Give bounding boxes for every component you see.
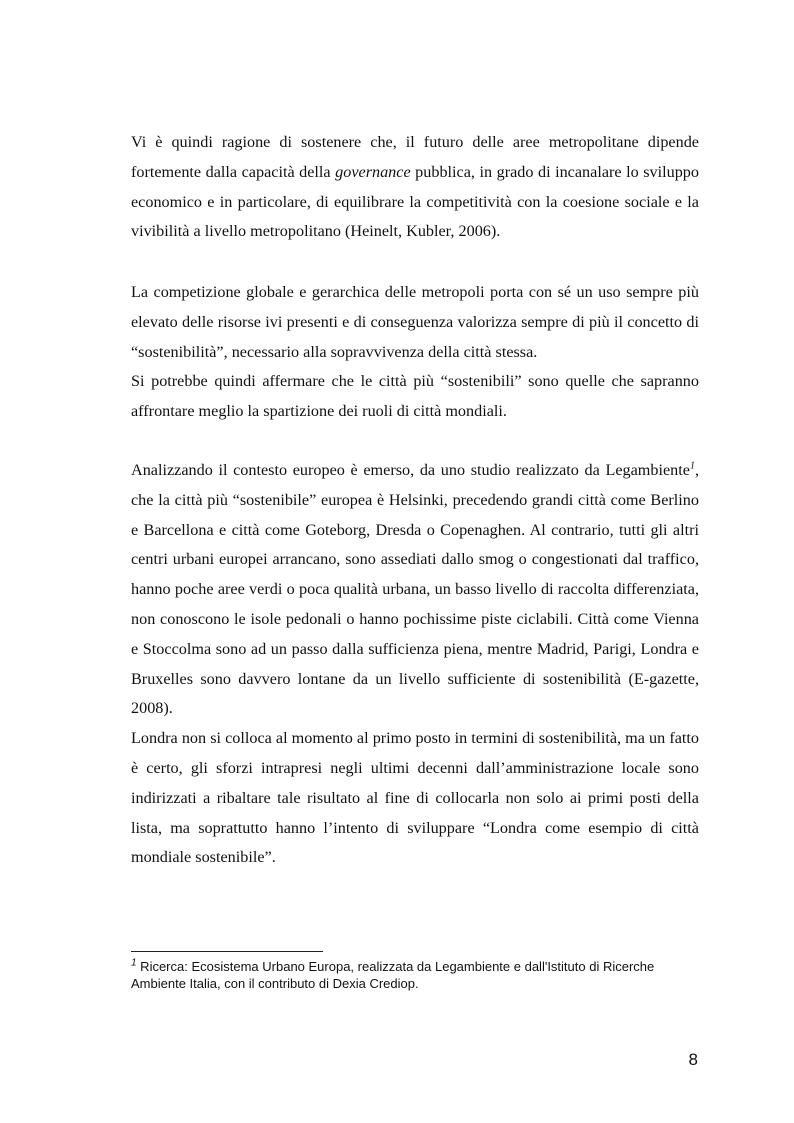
- paragraph-european-context: [131, 456, 699, 873]
- footnote-reference: 1: [689, 460, 695, 472]
- paragraph-text-start: Vi è quindi ragione di sostenere che, il futuro delle aree metropolitane dipende fortemente dalla capacità della: [131, 133, 699, 181]
- paragraph-text: [131, 128, 699, 247]
- paragraph-governance: [131, 128, 699, 247]
- paragraph-text-start: Analizzando il contesto europeo è emerso, da uno studio realizzato da Legambiente: [131, 461, 690, 479]
- paragraph-text: Si potrebbe quindi affermare che le città più “sostenibili” sono quelle che sapranno affrontare meglio la spartizione dei ruoli di città mondiali.: [131, 372, 699, 421]
- italic-term-governance: governance: [335, 162, 411, 181]
- footnote-divider: [131, 951, 323, 952]
- paragraph-text-end: pubblica, in grado di incanalare lo sviluppo economico e in particolare, di equilibrare la competitività con la coesione sociale e la vivibilità a livello metropolitano (Heinelt, Kubler, 2006).: [131, 162, 699, 241]
- footnote-text: Ricerca: Ecosistema Urbano Europa, realizzata da Legambiente e dall'Istituto di Ricerche Ambiente Italia, con il contributo di Dexia Crediop.: [131, 959, 655, 991]
- paragraph-text: La competizione globale e gerarchica delle metropoli porta con sé un uso sempre più elevato delle risorse ivi presenti e di conseguenza valorizza sempre di più il concetto di “sostenibilità”, necessario alla sopravvivenza della città stessa.: [131, 283, 699, 361]
- page-number: 8: [688, 1050, 698, 1069]
- paragraph-text: Londra non si colloca al momento al primo posto in termini di sostenibilità, ma un fatto è certo, gli sforzi intrapresi negli ultimi decenni dall’amministrazione locale sono indirizzati a ribaltare tale risultato al fine di collocarla non solo ai primi posti della lista, ma soprattutto hanno l’intento di sviluppare “Londra come esempio di città mondiale sostenibile”.: [131, 729, 699, 867]
- footnote: [131, 958, 699, 992]
- paragraph-text: [131, 456, 699, 724]
- paragraph-competition: [131, 278, 699, 427]
- footnote-mark: 1: [131, 957, 137, 969]
- paragraph-text-end: , che la città più “sostenibile” europea è Helsinki, precedendo grandi città come Berlino e Barcellona e città come Goteborg, Dresda o Copenaghen. Al contrario, tutti gli altri centri urbani europei arrancano, sono assediati dallo smog o congestionati dal traffico, hanno poche aree verdi o poca qualità urbana, un basso livello di raccolta differenziata, non conoscono le isole pedonali o hanno pochissime piste ciclabili. Città come Vienna e Stoccolma sono ad un passo dalla sufficienza piena, mentre Madrid, Parigi, Londra e Bruxelles sono davvero lontane da un livello sufficiente di sostenibilità (E-gazette, 2008).: [131, 461, 699, 718]
